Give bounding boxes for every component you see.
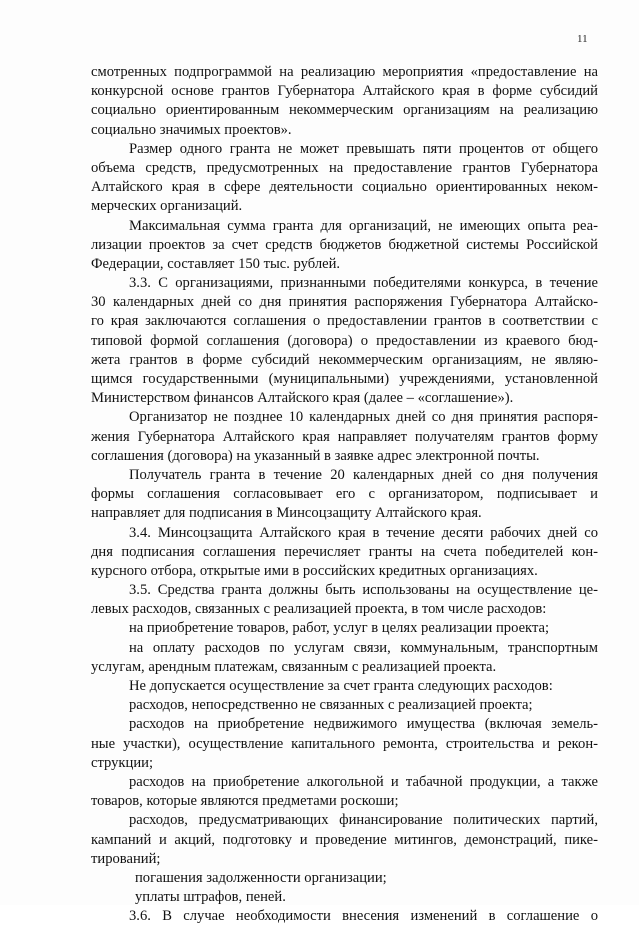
text-line: ные участки), осуществление капитального ремонта, строительства и рекон- bbox=[91, 735, 598, 752]
text-line: Не допускается осуществление за счет гранта следующих расходов: bbox=[129, 678, 553, 694]
text-line: мерческих организаций. bbox=[91, 198, 243, 215]
text-line: расходов, предусматривающих финансирование политических партий, bbox=[129, 812, 598, 829]
text-line: щимся государственными (муниципальными) учреждениями, установленной bbox=[91, 371, 598, 387]
text-line: услугам, арендным платежам, связанным с реализацией проекта. bbox=[91, 658, 497, 675]
text-line: Министерством финансов Алтайского края (далее – «соглашение»). bbox=[91, 390, 514, 407]
text-line: на оплату расходов по услугам связи, коммунальным, транспортным bbox=[129, 639, 598, 656]
text-line: го края заключаются соглашения о предоставлении грантов в соответствии с bbox=[91, 313, 598, 330]
text-line: жения Губернатора Алтайского края направляет получателям грантов форму bbox=[91, 428, 598, 445]
text-line: кампаний и акций, подготовку и проведение митингов, демонстраций, пике- bbox=[91, 831, 598, 848]
text-line: конкурсной основе грантов Губернатора Алтайского края в форме субсидий bbox=[91, 83, 598, 100]
text-line: 3.3. С организациями, признанными победителями конкурса, в течение bbox=[129, 275, 598, 292]
text-line: социально ориентированным некоммерческим организациям на реализацию bbox=[91, 102, 598, 119]
text-line: смотренных подпрограммой на реализацию мероприятия «предоставление на bbox=[91, 64, 598, 80]
text-line: Размер одного гранта не может превышать пяти процентов от общего bbox=[129, 140, 598, 157]
text-line: товаров, которые являются предметами роскоши; bbox=[91, 793, 399, 810]
text-line: 30 календарных дней со дня принятия распоряжения Губернатора Алтайско- bbox=[91, 294, 598, 311]
text-line: социально значимых проектов». bbox=[91, 121, 292, 138]
text-line: левых расходов, связанных с реализацией проекта, в том числе расходов: bbox=[91, 601, 547, 618]
text-line: формы соглашения согласовывает его с организатором, подписывает и bbox=[91, 486, 598, 503]
text-line: Максимальная сумма гранта для организаций, не имеющих опыта реа- bbox=[129, 217, 598, 234]
text-line: на приобретение товаров, работ, услуг в целях реализации проекта; bbox=[129, 620, 550, 637]
text-line: погашения задолженности организации; bbox=[135, 869, 387, 886]
text-line: 3.5. Средства гранта должны быть использованы на осуществление це- bbox=[129, 582, 598, 599]
text-line: направляет для подписания в Минсоцзащиту Алтайского края. bbox=[91, 505, 482, 522]
text-line: типовой формой соглашения (договора) о предоставлении из краевого бюд- bbox=[91, 332, 598, 349]
text-line: струкции; bbox=[91, 754, 154, 771]
text-line: тирований; bbox=[91, 850, 161, 867]
text-line: расходов на приобретение недвижимого имущества (включая земель- bbox=[129, 716, 598, 733]
page-number: 11 bbox=[577, 33, 588, 45]
text-line: расходов на приобретение алкогольной и табачной продукции, а также bbox=[129, 773, 598, 790]
text-line: Федерации, составляет 150 тыс. рублей. bbox=[91, 255, 341, 272]
text-line: дня подписания соглашения перечисляет гранты на счета победителей кон- bbox=[91, 543, 598, 560]
text-line: Организатор не позднее 10 календарных дней со дня принятия распоря- bbox=[129, 409, 598, 426]
text-line: 3.4. Минсоцзащита Алтайского края в течение десяти рабочих дней со bbox=[129, 524, 598, 541]
text-line: уплаты штрафов, пеней. bbox=[135, 889, 286, 906]
text-line: Алтайского края в сфере деятельности социально ориентированных неком- bbox=[91, 179, 598, 196]
body-text bbox=[91, 63, 598, 926]
text-line: Получатель гранта в течение 20 календарных дней со дня получения bbox=[129, 466, 598, 483]
text-line: соглашения (договора) на указанный в заявке адрес электронной почты. bbox=[91, 447, 540, 464]
text-line: объема средств, предусмотренных на предоставление грантов Губернатора bbox=[91, 159, 598, 176]
text-line: курсного отбора, открытые ими в российских кредитных организациях. bbox=[91, 562, 538, 579]
text-line: 3.6. В случае необходимости внесения изменений в соглашение о bbox=[129, 908, 598, 925]
text-line: расходов, непосредственно не связанных с реализацией проекта; bbox=[129, 697, 533, 714]
text-line: жета грантов в форме субсидий некоммерческим организациям, не являю- bbox=[91, 351, 598, 368]
text-line: лизации проектов за счет средств бюджетов бюджетной системы Российской bbox=[91, 236, 598, 253]
